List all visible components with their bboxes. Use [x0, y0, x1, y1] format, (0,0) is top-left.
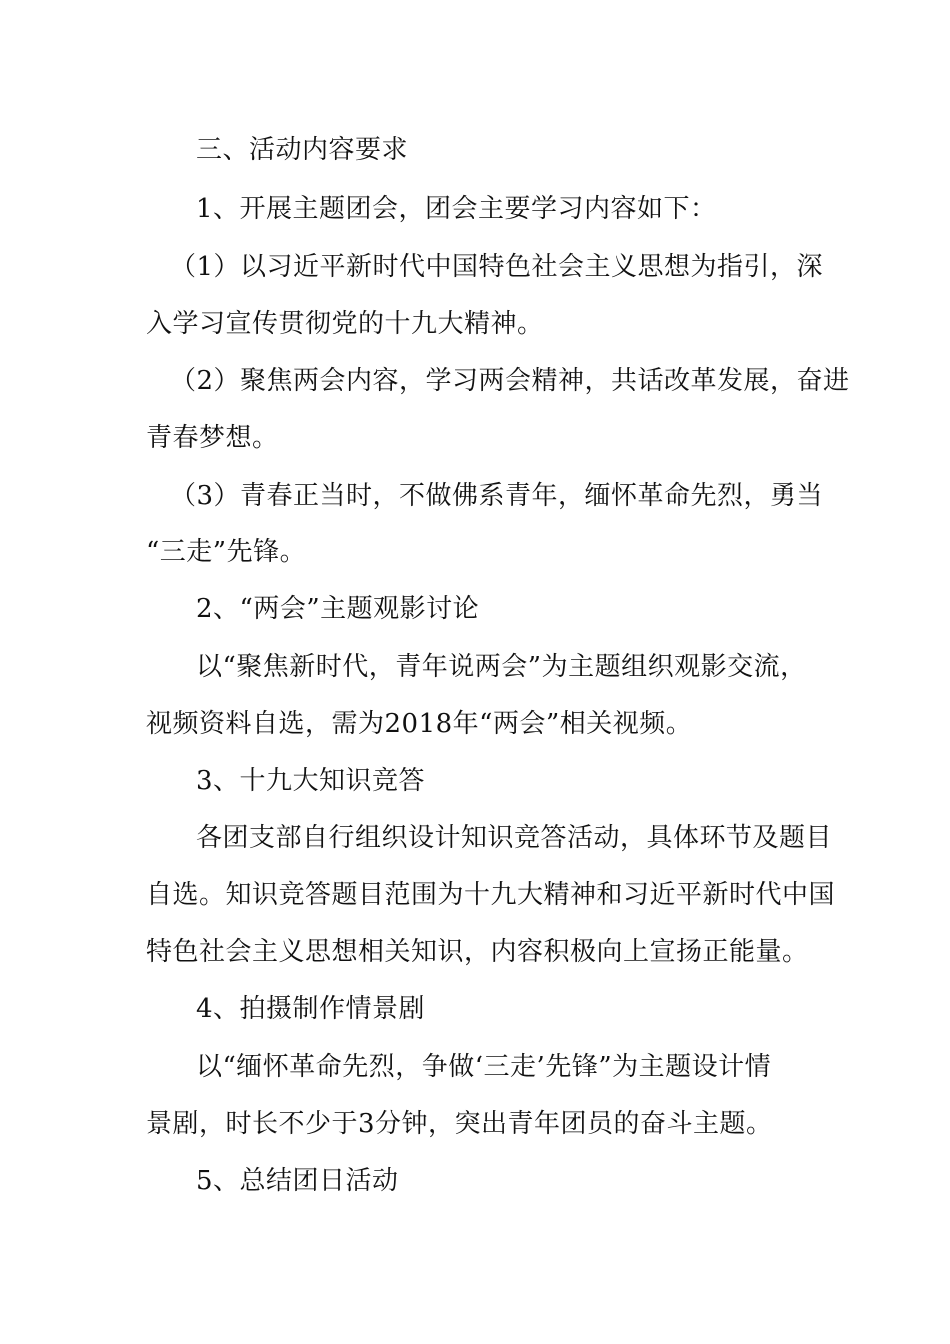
item-3-body-line-3: 特色社会主义思想相关知识，内容积极向上宣扬正能量。 — [146, 937, 809, 967]
item-3-body-line-1: 各团支部自行组织设计知识竞答活动，具体环节及题目 — [196, 823, 833, 853]
item-3-heading: 3、十九大知识竞答 — [196, 766, 426, 796]
item-4-body-line-2: 景剧，时长不少于3分钟，突出青年团员的奋斗主题。 — [146, 1109, 773, 1139]
item-2-body-line-1: 以“聚焦新时代，青年说两会”为主题组织观影交流， — [196, 652, 807, 682]
item-1-sub-1-line-2: 入学习宣传贯彻党的十九大精神。 — [146, 309, 544, 339]
item-2-heading: 2、“两会”主题观影讨论 — [196, 594, 480, 624]
item-5-heading: 5、总结团日活动 — [196, 1166, 399, 1196]
item-1-sub-3-line-1: （3）青春正当时，不做佛系青年，缅怀革命先烈，勇当 — [170, 481, 824, 511]
item-4-body-line-1: 以“缅怀革命先烈，争做‘三走’先锋”为主题设计情 — [196, 1052, 772, 1082]
section-heading: 三、活动内容要求 — [196, 135, 409, 165]
item-1-sub-1-line-1: （1）以习近平新时代中国特色社会主义思想为指引，深 — [170, 252, 824, 282]
item-1-sub-2-line-2: 青春梦想。 — [146, 423, 279, 453]
item-2-body-line-2: 视频资料自选，需为2018年“两会”相关视频。 — [146, 709, 693, 739]
item-1-sub-2-line-1: （2）聚焦两会内容，学习两会精神，共话改革发展，奋进 — [170, 366, 850, 396]
item-4-heading: 4、拍摄制作情景剧 — [196, 994, 426, 1024]
item-1-heading: 1、开展主题团会，团会主要学习内容如下： — [196, 194, 717, 224]
item-1-sub-3-line-2: “三走”先锋。 — [146, 537, 307, 567]
item-3-body-line-2: 自选。知识竞答题目范围为十九大精神和习近平新时代中国 — [146, 880, 836, 910]
